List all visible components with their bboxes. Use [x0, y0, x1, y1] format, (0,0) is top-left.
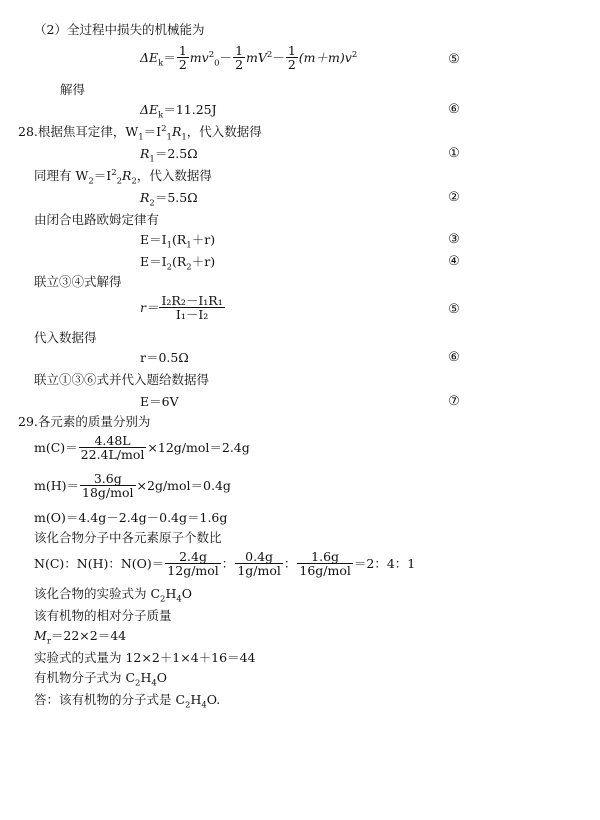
- section2-heading: （2）全过程中损失的机械能为: [34, 22, 205, 37]
- mechanical-energy-loss-equation: $\Delta E_k=$ $\frac{1}{2}$ $mv^2_0-$ $\frac{1}{2}$ $mV^2-$ $\frac{1}{2}$ $(m+m)v^2$: [140, 43, 358, 72]
- equation-number: ③: [448, 232, 460, 247]
- q28-line-ohm: 由闭合电路欧姆定律有: [34, 212, 160, 227]
- fraction-half-1: $\frac{1}{2}$: [178, 43, 187, 72]
- ratio-fraction-h: $\frac{0.4g}{\text{1g/mol}}$: [237, 549, 281, 578]
- relative-mass-line: 该有机物的相对分子质量: [34, 608, 172, 623]
- q28-line-similarly: 同理有 $W_2=I^2_2R_2$，代入数据得: [34, 167, 212, 187]
- hydrogen-fraction: $\frac{3.6g}{\text{18g/mol}}$: [82, 471, 134, 500]
- mass-hydrogen-equation: m(H)＝ $\frac{3.6g}{\text{18g/mol}}$ ×2g/mol＝0.4g: [34, 471, 231, 500]
- r1-result: $R_1=2.5\Omega$: [140, 146, 198, 165]
- formula-weight-line: 实验式的式量为 12×2＋1×4＋16＝44: [34, 650, 256, 665]
- solve-label: 解得: [60, 82, 86, 97]
- resistance-fraction: $\frac{\text{I₂R₂－I₁R₁}}{\text{I₁－I₂}}$: [161, 293, 223, 322]
- q28-line-substitute: 代入数据得: [34, 330, 97, 345]
- equation-number: ⑥: [448, 350, 460, 365]
- q28-line-combine: 联立③④式解得: [34, 274, 122, 289]
- equation-number: ⑦: [448, 394, 460, 409]
- fraction-half-3: $\frac{1}{2}$: [287, 43, 296, 72]
- r2-result: $R_2=5.5\Omega$: [140, 190, 198, 209]
- emf-result: E＝6V: [140, 394, 179, 409]
- mr-equation: $M_r=22\times 2=44$: [34, 628, 127, 647]
- internal-resistance-formula: r＝ $\frac{\text{I₂R₂－I₁R₁}}{\text{I₁－I₂}}$: [140, 293, 223, 322]
- carbon-fraction: $\frac{4.48L}{\text{22.4L/mol}}$: [80, 433, 145, 462]
- ratio-fraction-c: $\frac{2.4g}{\text{12g/mol}}$: [167, 549, 219, 578]
- equation-number: ⑤: [448, 302, 460, 317]
- molecular-formula-line: 有机物分子式为 $C_2H_4O$: [34, 670, 168, 689]
- mass-carbon-equation: m(C)＝ $\frac{4.48L}{\text{22.4L/mol}}$ ×12g/mol＝2.4g: [34, 433, 250, 462]
- fraction-half-2: $\frac{1}{2}$: [235, 43, 244, 72]
- q28-line-joule: 28.根据焦耳定律，$W_1=I^2_1R_1$，代入数据得: [18, 123, 262, 143]
- q29-line-atom-ratio: 该化合物分子中各元素原子个数比: [34, 530, 222, 545]
- energy-loss-result: $\Delta E_k=11.25J$: [140, 102, 217, 121]
- atom-ratio-equation: N(C)：N(H)：N(O)＝ $\frac{2.4g}{\text{12g/mol}}$ ： $\frac{0.4g}{\text{1g/mol}}$ ： $\frac{1.6g}{\text{16g/mol}}$ ＝2：4：1: [34, 549, 416, 578]
- emf-equation-1: $E=I_1(R_1+r)$: [140, 232, 216, 251]
- equation-number: ②: [448, 190, 460, 205]
- equation-number: ④: [448, 254, 460, 269]
- emf-equation-2: $E=I_2(R_2+r)$: [140, 254, 216, 273]
- empirical-formula-line: 该化合物的实验式为 $C_2H_4O$: [34, 586, 193, 605]
- equation-number: ①: [448, 146, 460, 161]
- q29-heading: 29.各元素的质量分别为: [18, 414, 151, 429]
- mass-oxygen-equation: m(O)＝4.4g－2.4g－0.4g＝1.6g: [34, 510, 228, 525]
- q28-line-final-combine: 联立①③⑥式并代入题给数据得: [34, 372, 210, 387]
- equation-number: ⑤: [448, 52, 460, 67]
- ratio-fraction-o: $\frac{1.6g}{\text{16g/mol}}$: [299, 549, 351, 578]
- r-result: r＝0.5Ω: [140, 350, 189, 365]
- answer-line: 答：该有机物的分子式是 $C_2H_4O$.: [34, 692, 221, 711]
- equation-number: ⑥: [448, 102, 460, 117]
